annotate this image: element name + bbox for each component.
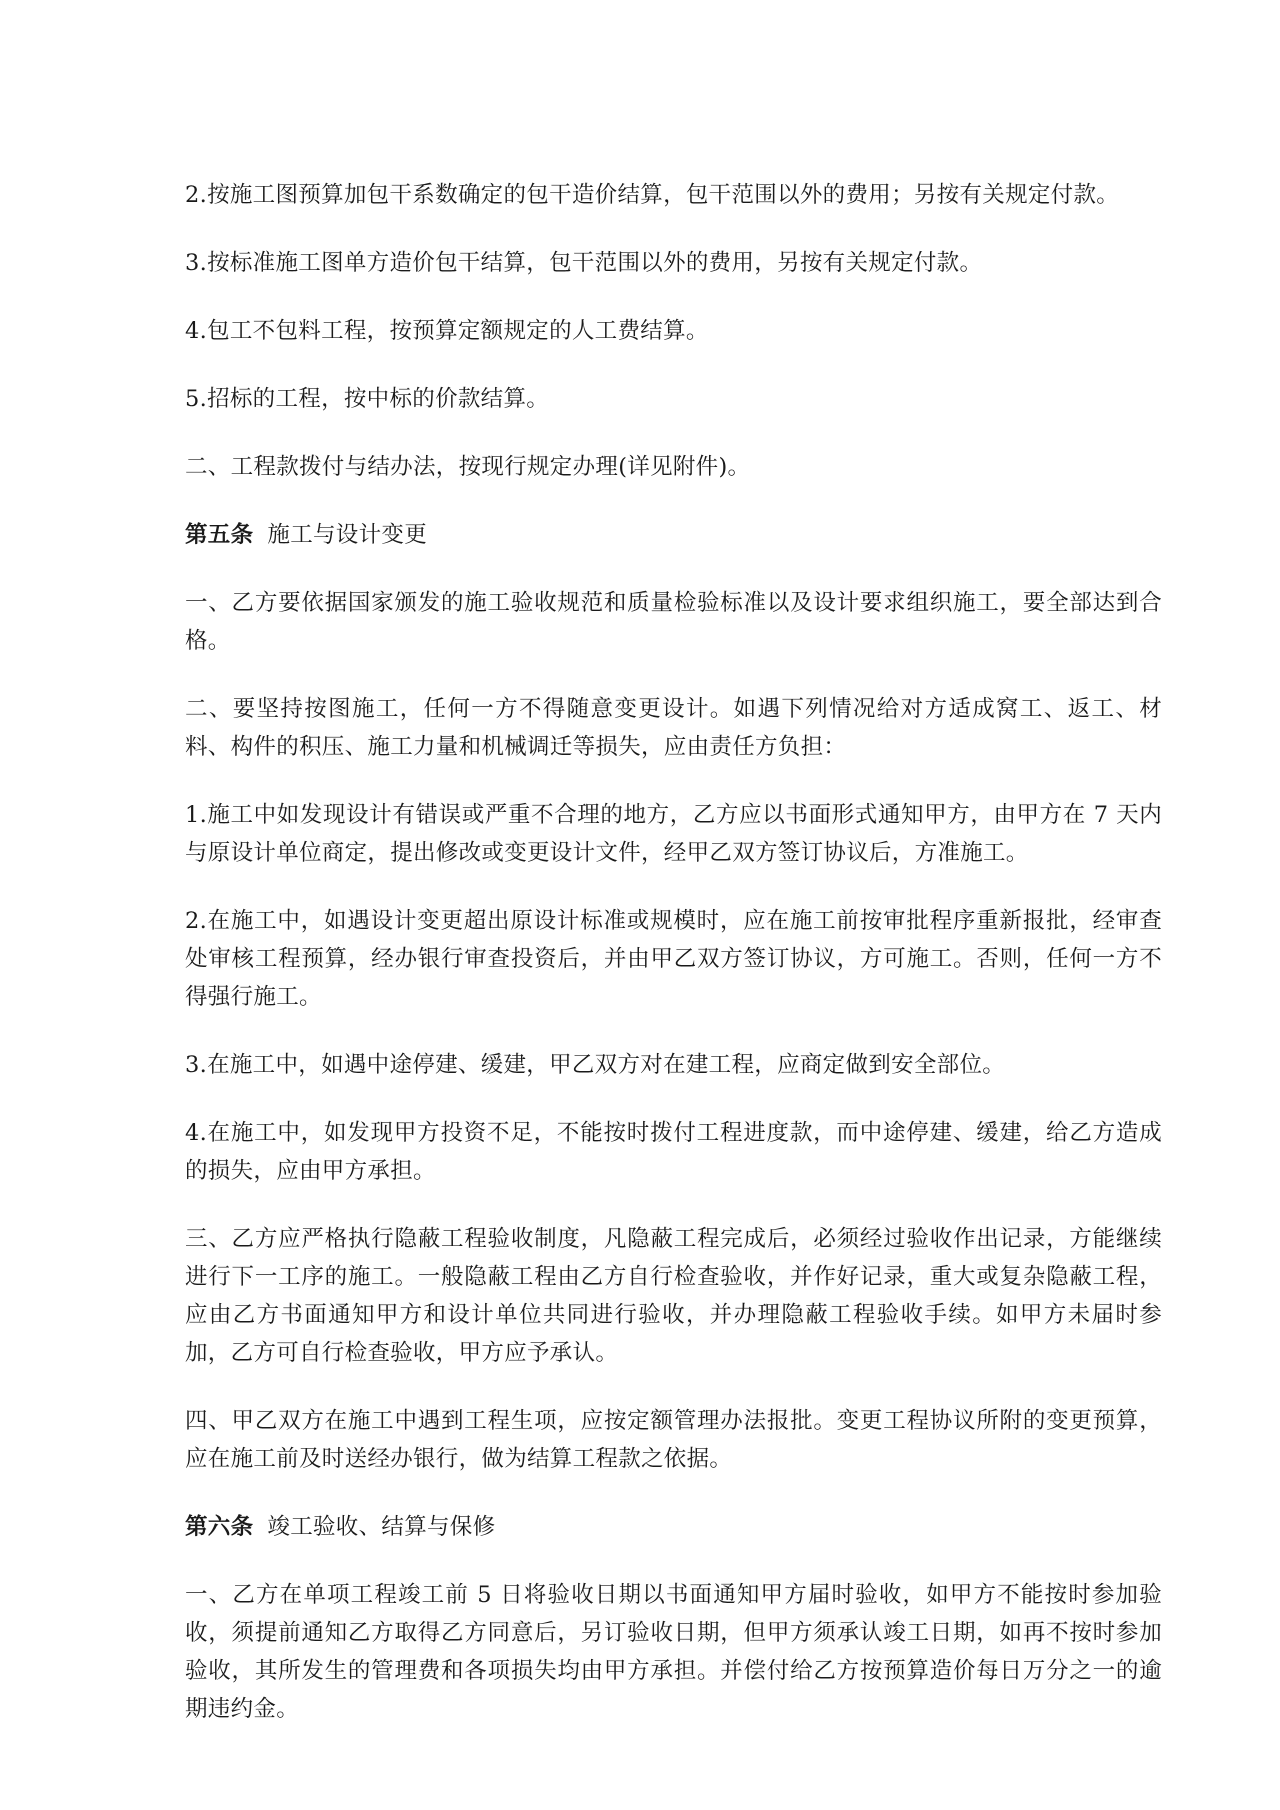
article-title: 竣工验收、结算与保修 (267, 1514, 496, 1540)
paragraph: 一、乙方在单项工程竣工前 5 日将验收日期以书面通知甲方届时验收，如甲方不能按时参加验收，须提前通知乙方取得乙方同意后，另订验收日期，但甲方须承认竣工日期，如再不按时参加验收，其所发生的管理费和各项损失均由甲方承担。并偿付给乙方按预算造价每日万分之一的逾期违约金。 (185, 1582, 1162, 1722)
article-number: 第六条 (185, 1514, 254, 1540)
paragraph: 2.在施工中，如遇设计变更超出原设计标准或规模时，应在施工前按审批程序重新报批，经审查处审核工程预算，经办银行审查投资后，并由甲乙双方签订协议，方可施工。否则，任何一方不得强行施工。 (185, 908, 1162, 1010)
paragraph: 5.招标的工程，按中标的价款结算。 (185, 386, 550, 412)
article-heading (185, 1508, 1162, 1546)
article-heading (185, 516, 1162, 554)
article-number: 第五条 (185, 522, 254, 548)
paragraph: 四、甲乙双方在施工中遇到工程生项，应按定额管理办法报批。变更工程协议所附的变更预算，应在施工前及时送经办银行，做为结算工程款之依据。 (185, 1408, 1162, 1472)
paragraph: 一、乙方要依据国家颁发的施工验收规范和质量检验标准以及设计要求组织施工，要全部达到合格。 (185, 590, 1162, 654)
paragraph: 三、乙方应严格执行隐蔽工程验收制度，凡隐蔽工程完成后，必须经过验收作出记录，方能继续进行下一工序的施工。一般隐蔽工程由乙方自行检查验收，并作好记录，重大或复杂隐蔽工程，应由乙方书面通知甲方和设计单位共同进行验收，并办理隐蔽工程验收手续。如甲方未届时参加，乙方可自行检查验收，甲方应予承认。 (185, 1226, 1162, 1366)
paragraph: 二、工程款拨付与结办法，按现行规定办理(详见附件)。 (185, 454, 751, 480)
paragraph: 二、要坚持按图施工，任何一方不得随意变更设计。如遇下列情况给对方适成窝工、返工、材料、构件的积压、施工力量和机械调迁等损失，应由责任方负担： (185, 696, 1162, 760)
paragraph: 1.施工中如发现设计有错误或严重不合理的地方，乙方应以书面形式通知甲方，由甲方在 7 天内与原设计单位商定，提出修改或变更设计文件，经甲乙双方签订协议后，方准施工。 (185, 802, 1162, 866)
paragraph: 4.在施工中，如发现甲方投资不足，不能按时拨付工程进度款，而中途停建、缓建，给乙方造成的损失，应由甲方承担。 (185, 1120, 1162, 1184)
paragraph: 2.按施工图预算加包干系数确定的包干造价结算，包干范围以外的费用；另按有关规定付款。 (185, 182, 1120, 208)
paragraph: 3.在施工中，如遇中途停建、缓建，甲乙双方对在建工程，应商定做到安全部位。 (185, 1052, 1006, 1078)
paragraph: 4.包工不包料工程，按预算定额规定的人工费结算。 (185, 318, 709, 344)
paragraph: 3.按标准施工图单方造价包干结算，包干范围以外的费用，另按有关规定付款。 (185, 250, 983, 276)
article-title: 施工与设计变更 (267, 522, 428, 548)
